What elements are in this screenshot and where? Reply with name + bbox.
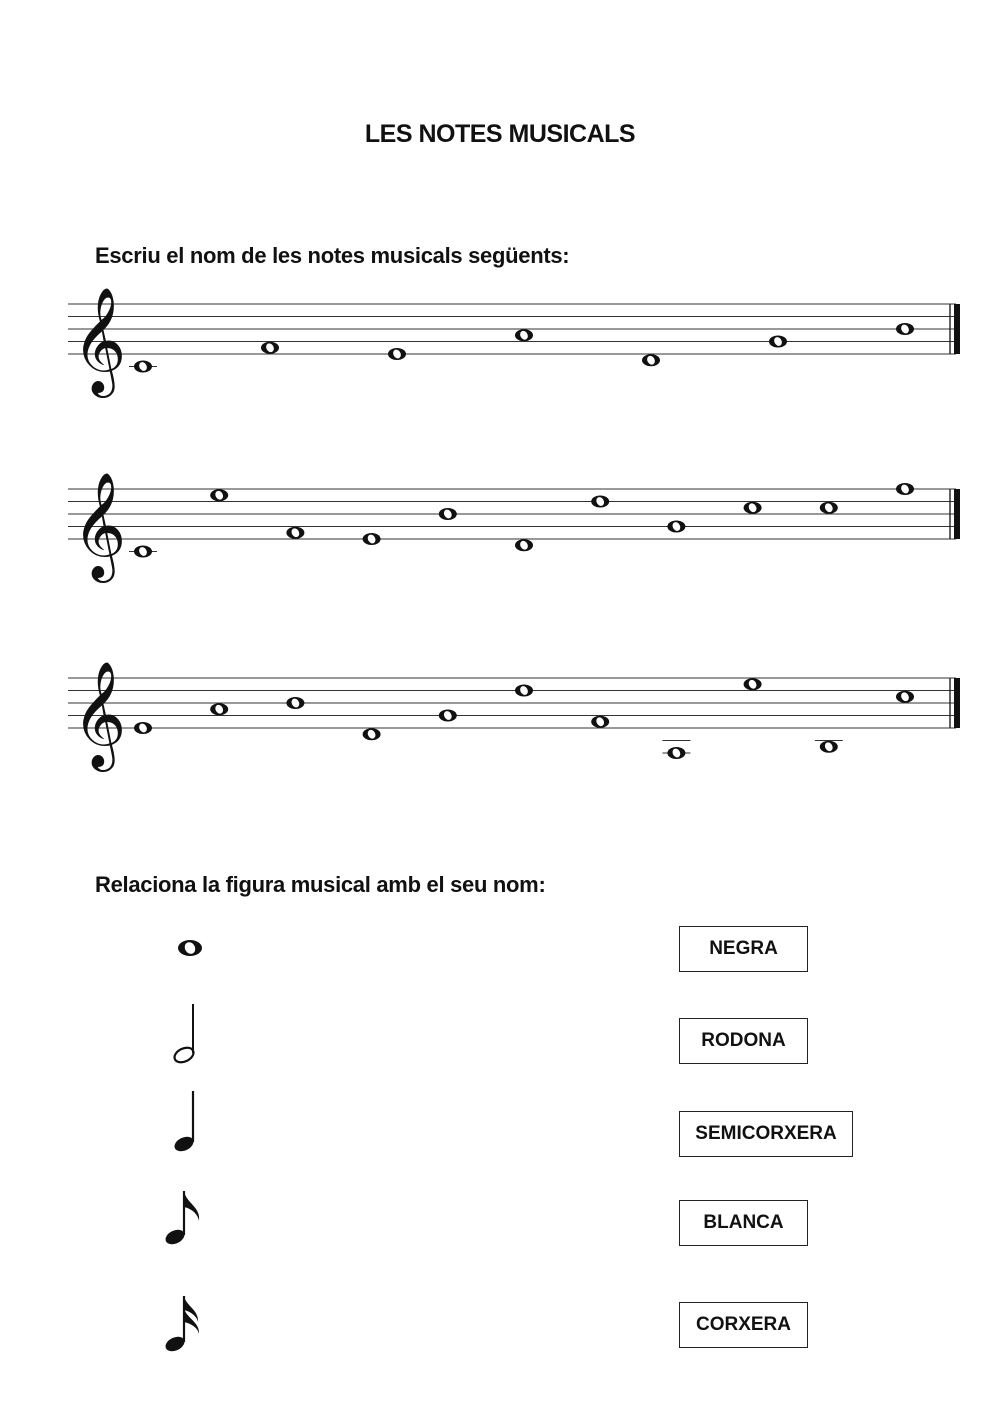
exercise-2-instruction: Relaciona la figura musical amb el seu nom: bbox=[95, 872, 546, 897]
whole-note bbox=[363, 728, 381, 740]
music-staff-1 bbox=[0, 280, 1000, 420]
whole-note bbox=[744, 502, 762, 514]
whole-note bbox=[129, 546, 157, 558]
whole-note bbox=[439, 508, 457, 520]
whole-note bbox=[286, 527, 304, 539]
name-box-blanca[interactable]: BLANCA bbox=[679, 1200, 808, 1246]
treble-clef-icon: 𝄞 bbox=[72, 471, 127, 578]
eighth-note-icon bbox=[155, 1185, 215, 1255]
whole-note bbox=[439, 710, 457, 722]
final-barline bbox=[954, 678, 960, 728]
whole-note bbox=[667, 521, 685, 533]
whole-note bbox=[286, 697, 304, 709]
whole-note bbox=[261, 342, 279, 354]
sixteenth-note-icon bbox=[155, 1292, 215, 1362]
whole-note bbox=[129, 361, 157, 373]
half-note-icon bbox=[160, 998, 220, 1068]
whole-note bbox=[896, 691, 914, 703]
whole-note bbox=[642, 354, 660, 366]
quarter-note-icon bbox=[160, 1087, 220, 1157]
whole-note bbox=[515, 539, 533, 551]
whole-note bbox=[662, 741, 690, 760]
treble-clef-icon: 𝄞 bbox=[72, 286, 127, 393]
whole-note bbox=[744, 678, 762, 690]
whole-note bbox=[515, 685, 533, 697]
whole-note bbox=[769, 336, 787, 348]
whole-note bbox=[134, 722, 152, 734]
whole-note bbox=[363, 533, 381, 545]
name-box-rodona[interactable]: RODONA bbox=[679, 1018, 808, 1064]
whole-note bbox=[896, 323, 914, 335]
whole-note bbox=[210, 489, 228, 501]
final-barline bbox=[954, 304, 960, 354]
whole-note bbox=[896, 483, 914, 495]
whole-note bbox=[388, 348, 406, 360]
whole-note bbox=[815, 741, 843, 753]
whole-note bbox=[515, 329, 533, 341]
page-title: LES NOTES MUSICALS bbox=[364, 120, 636, 148]
whole-note bbox=[591, 716, 609, 728]
treble-clef-icon: 𝄞 bbox=[72, 660, 127, 767]
name-box-negra[interactable]: NEGRA bbox=[679, 926, 808, 972]
name-box-semicorxera[interactable]: SEMICORXERA bbox=[679, 1111, 853, 1157]
whole-note bbox=[820, 502, 838, 514]
exercise-1-instruction: Escriu el nom de les notes musicals següents: bbox=[95, 243, 570, 268]
final-barline bbox=[954, 489, 960, 539]
whole-note-icon bbox=[160, 930, 220, 970]
name-box-corxera[interactable]: CORXERA bbox=[679, 1302, 808, 1348]
music-staff-2 bbox=[0, 465, 1000, 605]
whole-note bbox=[210, 703, 228, 715]
music-staff-3 bbox=[0, 654, 1000, 794]
whole-note bbox=[591, 496, 609, 508]
